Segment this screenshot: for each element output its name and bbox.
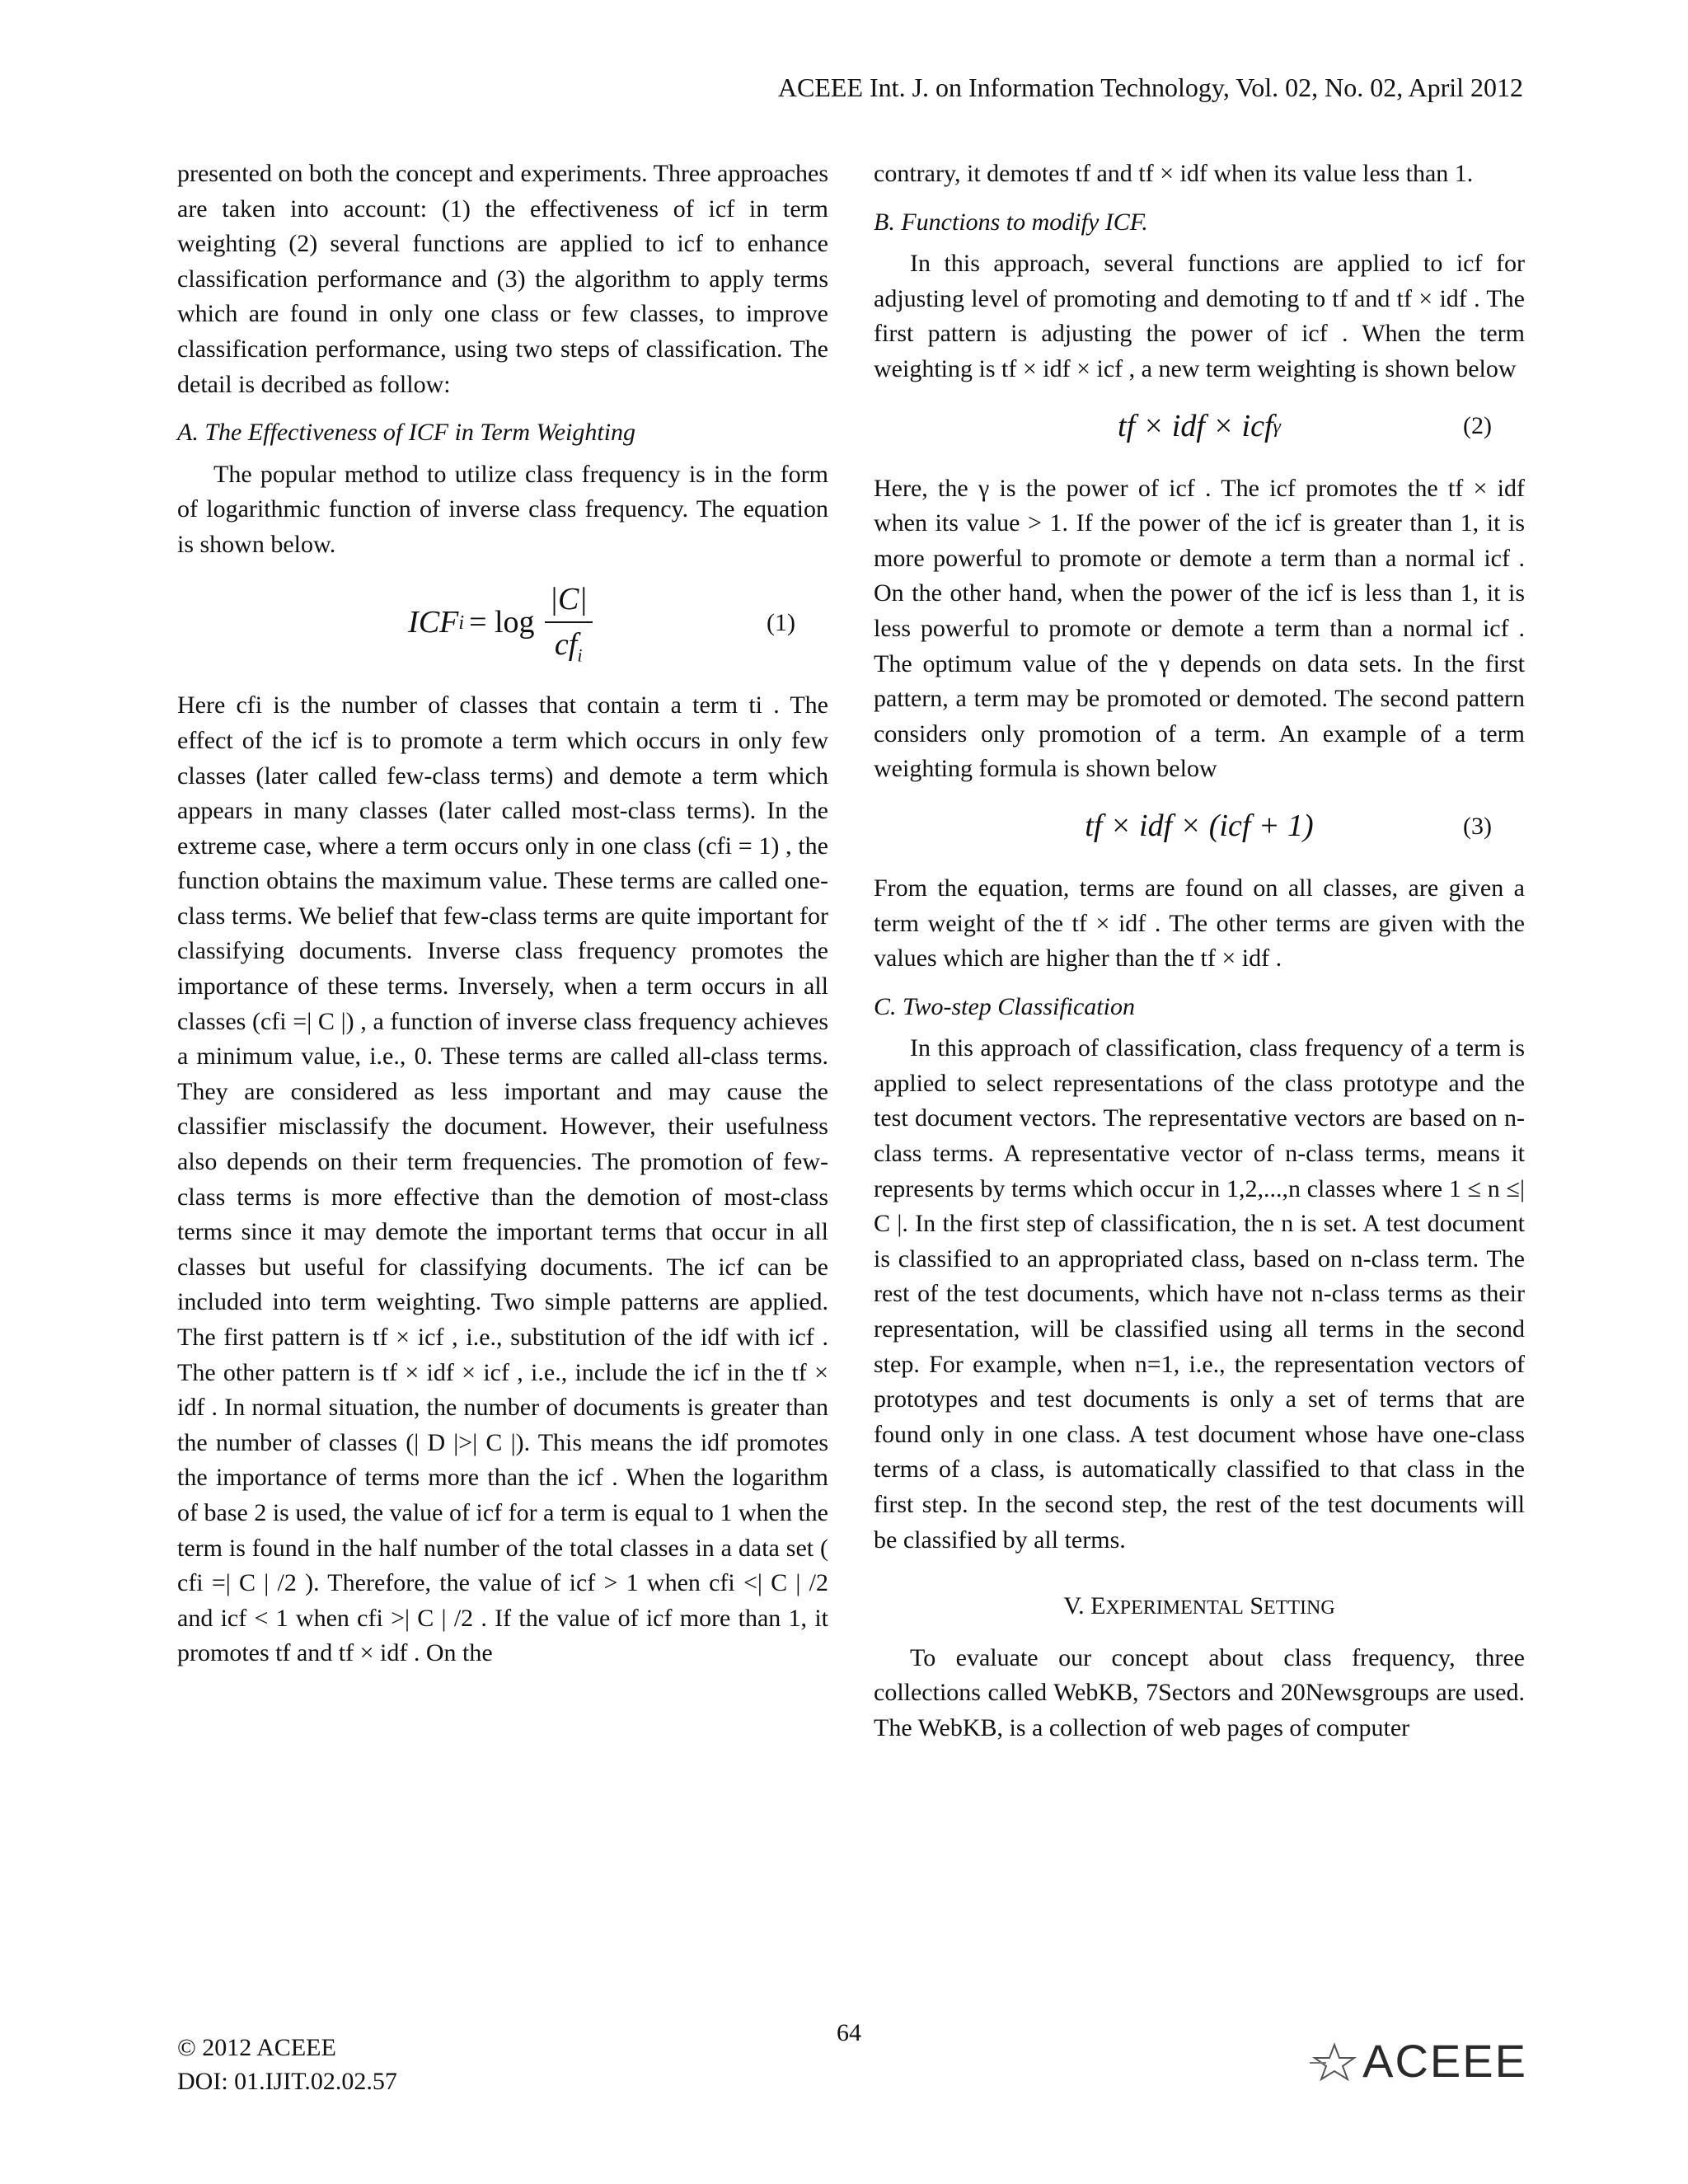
- logo-text: ACEEE: [1362, 2035, 1527, 2087]
- right-column: [874, 157, 1525, 1751]
- left-column: [177, 157, 828, 1676]
- right-paragraph-2: In this approach, several functions are applied to icf for adjusting level of promoting and demoting to tf and tf × idf . The first pattern is adjusting the power of icf . When the term weighting is tf × idf × icf , a new term weighting is shown below: [874, 250, 1525, 382]
- equation-3: [874, 802, 1525, 851]
- eq1-denominator-sub: i: [577, 645, 583, 667]
- equation-1: [177, 578, 828, 669]
- copyright: © 2012 ACEEE: [177, 2034, 336, 2061]
- eq1-lhs: ICF: [408, 604, 459, 640]
- eq2-power: γ: [1273, 415, 1281, 438]
- section-v-heading: [874, 1589, 1525, 1624]
- eq1-denominator-wrap: [550, 623, 588, 668]
- section-v-prefix: V. E: [1063, 1592, 1106, 1620]
- eq2-expression: tf × idf × icf: [1118, 408, 1273, 443]
- eq1-equals: = log: [469, 604, 535, 640]
- section-v-rest: XPERIMENTAL: [1105, 1597, 1244, 1619]
- section-v-s: S: [1250, 1592, 1264, 1620]
- footer-left: [177, 2032, 397, 2098]
- eq3-expression: tf × idf × (icf + 1): [1085, 808, 1314, 843]
- right-paragraph-5: In this approach of classification, class frequency of a term is applied to select representations of the class prototype and the test document vectors. The representative vectors are based on n-class terms. A representative vector of n-class terms, means it represents by terms which occur in 1,2,...,n classes where 1 ≤ n ≤| C |. In the first step of classification, the n is set. A test document is classified to an appropriated class, based on n-class term. The rest of the test documents, which have not n-class terms as their representation, will be classified using all terms in the second step. For example, when n=1, i.e., the representation vectors of prototypes and test documents is only a set of terms that are found only in one class. A test document whose have one-class terms of a class, is automatically classified to that class in the first step. In the second step, the rest of the test documents will be classified by all terms.: [874, 1034, 1525, 1554]
- left-paragraph-2: The popular method to utilize class frequency is in the form of logarithmic function of inverse class frequency. The equation is shown below.: [177, 460, 828, 558]
- right-paragraph-1: contrary, it demotes tf and tf × idf when its value less than 1.: [874, 160, 1474, 187]
- eq1-fraction: [545, 578, 593, 669]
- eq1-denominator: cf: [554, 627, 578, 663]
- left-paragraph-3: Here cfi is the number of classes that contain a term ti . The effect of the icf is to promote a term which occurs in only few classes (later called few-class terms) and demote a term which appears in many classes (later called most-class terms). In the extreme case, where a term occurs only in one class (cfi = 1) , the function obtains the maximum value. These terms are called one-class terms. We belief that few-class terms are quite important for classifying documents. Inverse class frequency promotes the importance of these terms. Inversely, when a term occurs in all classes (cfi =| C |) , a function of inverse class frequency achieves a minimum value, i.e., 0. These terms are called all-class terms. They are considered as less important and may cause the classifier misclassify the document. However, their usefulness also depends on their term frequencies. The promotion of few-class terms is more effective than the demotion of most-class terms since it may demote the important terms that occur in all classes but useful for classifying documents. The icf can be included into term weighting. Two simple patterns are applied. The first pattern is tf × icf , i.e., substitution of the idf with icf . The other pattern is tf × idf × icf , i.e., include the icf in the tf × idf . In normal situation, the number of documents is greater than the number of classes (| D |>| C |). This means the idf promotes the importance of terms more than the icf . When the logarithm of base 2 is used, the value of icf for a term is equal to 1 when the term is found in the half number of the total classes in a data set ( cfi =| C | /2 ). Therefore, the value of icf > 1 when cfi <| C | /2 and icf < 1 when cfi >| C | /2 . If the value of icf more than 1, it promotes tf and tf × idf . On the: [177, 691, 828, 1667]
- equation-2: [874, 402, 1525, 452]
- eq1-numerator: |C|: [545, 578, 593, 624]
- page-number: 64: [837, 2019, 861, 2046]
- eq1-lhs-sub: i: [458, 612, 465, 634]
- subsection-a-heading: A. The Effectiveness of ICF in Term Weighting: [177, 419, 636, 447]
- star-icon: [1310, 2041, 1362, 2081]
- aceee-logo: [1310, 2034, 1527, 2088]
- subsection-c-heading: C. Two-step Classification: [874, 992, 1135, 1020]
- running-head: ACEEE Int. J. on Information Technology, Vol. 02, No. 02, April 2012: [777, 73, 1523, 102]
- doi: DOI: 01.IJIT.02.02.57: [177, 2067, 397, 2095]
- left-paragraph-1: presented on both the concept and experiments. Three approaches are taken into account: (1) the effectiveness of icf in term weighting (2) several functions are applied to icf to enhance classification performance and (3) the algorithm to apply terms which are found in only one class or few classes, to improve classification performance, using two steps of classification. The detail is decribed as follow:: [177, 160, 828, 398]
- right-paragraph-4: From the equation, terms are found on all classes, are given a term weight of the tf × idf . The other terms are given with the values which are higher than the tf × idf .: [874, 874, 1525, 972]
- section-v-rest2: ETTING: [1264, 1597, 1335, 1619]
- right-paragraph-6: To evaluate our concept about class frequency, three collections called WebKB, 7Sectors and 20Newsgroups are used. The WebKB, is a collection of web pages of computer: [874, 1643, 1525, 1741]
- eq1-number: (1): [767, 608, 795, 636]
- eq2-number: (2): [1463, 412, 1492, 440]
- eq3-number: (3): [1463, 812, 1492, 840]
- right-paragraph-3: Here, the γ is the power of icf . The icf promotes the tf × idf when its value > 1. If the power of the icf is greater than 1, it is more powerful to promote or demote a term than a normal icf . On the other hand, when the power of the icf is less than 1, it is less powerful to promote or demote a term than a normal icf . The optimum value of the γ depends on data sets. In the first pattern, a term may be promoted or demoted. The second pattern considers only promotion of a term. An example of a term weighting formula is shown below: [874, 474, 1525, 783]
- subsection-b-heading: B. Functions to modify ICF.: [874, 208, 1148, 236]
